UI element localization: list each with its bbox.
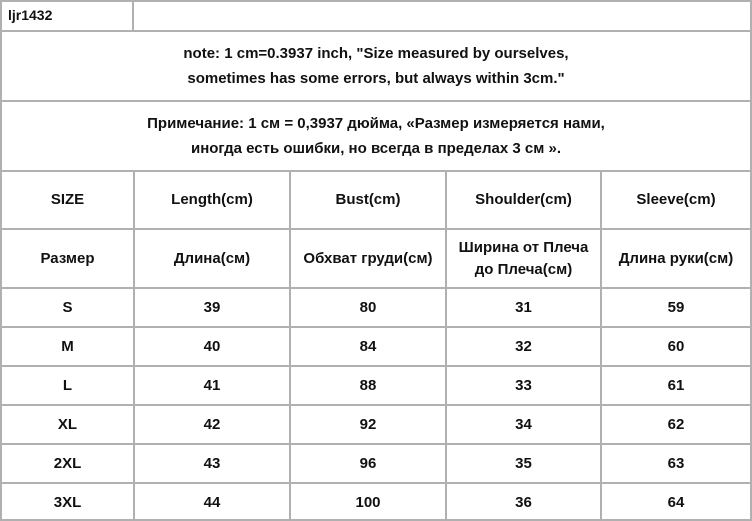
- length-cell: 41: [134, 366, 290, 405]
- shoulder-cell: 31: [446, 288, 601, 327]
- note-english: [2, 32, 750, 102]
- bust-cell: 92: [290, 405, 446, 444]
- sleeve-cell: 64: [601, 483, 750, 521]
- note-english-line-1: note: 1 cm=0.3937 inch, "Size measured by ourselves,: [183, 45, 569, 62]
- header-length: Length(cm): [134, 172, 290, 229]
- table-row: [2, 327, 750, 366]
- size-cell: 2XL: [2, 444, 134, 483]
- shoulder-cell: 34: [446, 405, 601, 444]
- header-sleeve-ru: Длина руки(см): [601, 229, 750, 288]
- header-bust: Bust(cm): [290, 172, 446, 229]
- header-row-english: [2, 172, 750, 229]
- header-bust-ru: Обхват груди(см): [290, 229, 446, 288]
- length-cell: 43: [134, 444, 290, 483]
- sleeve-cell: 62: [601, 405, 750, 444]
- size-cell: XL: [2, 405, 134, 444]
- length-cell: 40: [134, 327, 290, 366]
- length-cell: 44: [134, 483, 290, 521]
- note-russian-line-2: иногда есть ошибки, но всегда в пределах 3 см ».: [190, 140, 562, 157]
- length-cell: 42: [134, 405, 290, 444]
- bust-cell: 84: [290, 327, 446, 366]
- table-row: [2, 405, 750, 444]
- size-table: [2, 172, 750, 521]
- sleeve-cell: 63: [601, 444, 750, 483]
- bust-cell: 100: [290, 483, 446, 521]
- note-russian: [2, 102, 750, 172]
- table-row: [2, 288, 750, 327]
- product-code-row: [2, 2, 750, 32]
- header-size-ru: Размер: [2, 229, 134, 288]
- sleeve-cell: 59: [601, 288, 750, 327]
- shoulder-cell: 36: [446, 483, 601, 521]
- product-code: ljr1432: [2, 2, 134, 30]
- note-english-line-2: sometimes has some errors, but always within 3cm.": [187, 70, 565, 87]
- header-sleeve: Sleeve(cm): [601, 172, 750, 229]
- size-cell: 3XL: [2, 483, 134, 521]
- header-length-ru: Длина(см): [134, 229, 290, 288]
- header-shoulder-ru: Ширина от Плеча до Плеча(см): [446, 229, 601, 288]
- header-row-russian: [2, 229, 750, 288]
- sleeve-cell: 60: [601, 327, 750, 366]
- bust-cell: 96: [290, 444, 446, 483]
- table-row: [2, 444, 750, 483]
- length-cell: 39: [134, 288, 290, 327]
- size-cell: S: [2, 288, 134, 327]
- shoulder-cell: 32: [446, 327, 601, 366]
- note-russian-line-1: Примечание: 1 см = 0,3937 дюйма, «Размер измеряется нами,: [147, 115, 605, 132]
- sleeve-cell: 61: [601, 366, 750, 405]
- shoulder-cell: 33: [446, 366, 601, 405]
- table-row: [2, 366, 750, 405]
- shoulder-cell: 35: [446, 444, 601, 483]
- table-row: [2, 483, 750, 521]
- header-shoulder: Shoulder(cm): [446, 172, 601, 229]
- header-size: SIZE: [2, 172, 134, 229]
- size-cell: M: [2, 327, 134, 366]
- bust-cell: 88: [290, 366, 446, 405]
- bust-cell: 80: [290, 288, 446, 327]
- size-cell: L: [2, 366, 134, 405]
